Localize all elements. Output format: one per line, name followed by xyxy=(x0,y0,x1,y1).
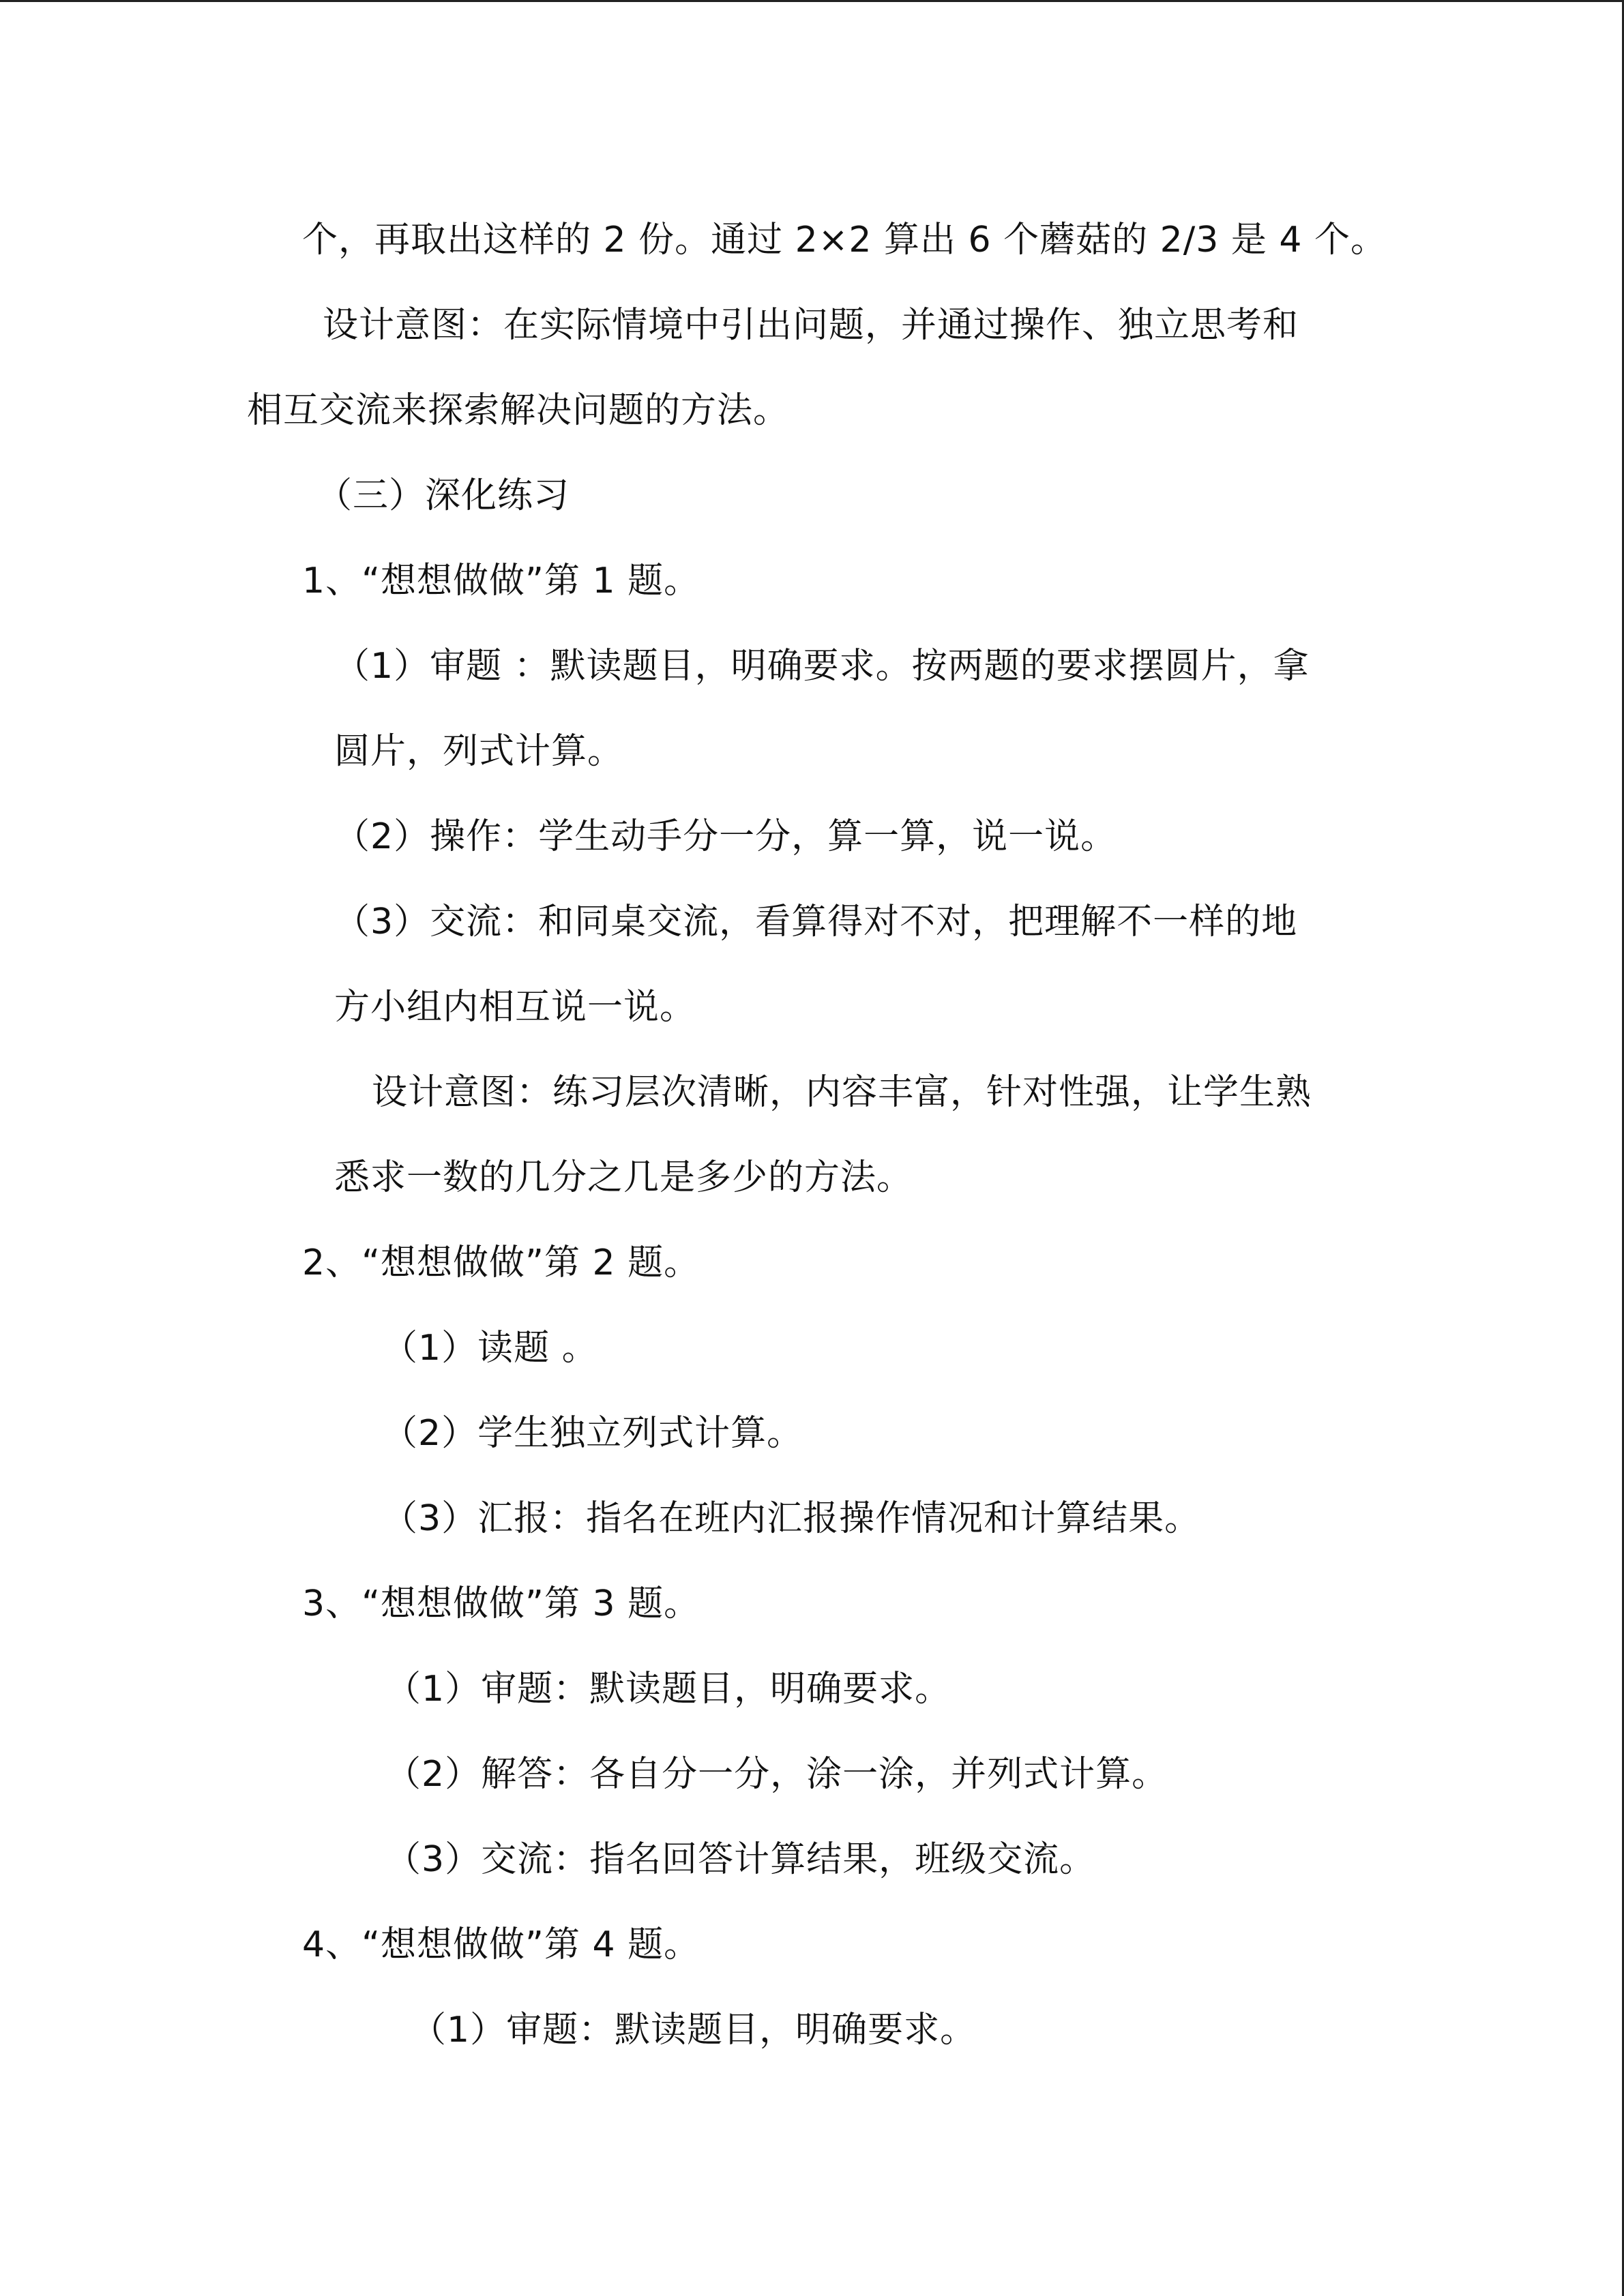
text-line: 悉求一数的几分之几是多少的方法。 xyxy=(334,1157,913,1198)
text-line: 圆片，列式计算。 xyxy=(334,731,624,772)
text-line: 3、“想想做做”第 3 题。 xyxy=(302,1583,700,1624)
page-top-border xyxy=(0,0,1624,2)
text-line: （1）读题 。 xyxy=(382,1328,598,1369)
text-line: 设计意图：在实际情境中引出问题，并通过操作、独立思考和 xyxy=(323,305,1299,346)
text-line: （2）解答：各自分一分，涂一涂，并列式计算。 xyxy=(385,1754,1168,1795)
text-line: 方小组内相互说一说。 xyxy=(334,987,696,1028)
text-line: （3）汇报：指名在班内汇报操作情况和计算结果。 xyxy=(382,1498,1201,1539)
text-line: （3）交流：指名回答计算结果，班级交流。 xyxy=(385,1839,1096,1880)
text-line: 设计意图：练习层次清晰，内容丰富，针对性强，让学生熟 xyxy=(372,1072,1312,1113)
section-heading: （三）深化练习 xyxy=(316,475,570,516)
text-line: （1）审题：默读题目，明确要求。 xyxy=(411,2010,977,2051)
text-line: 1、“想想做做”第 1 题。 xyxy=(302,561,700,601)
text-line: （3）交流：和同桌交流，看算得对不对，把理解不一样的地 xyxy=(334,901,1298,942)
text-line: 4、“想想做做”第 4 题。 xyxy=(302,1924,700,1965)
text-line: （2）学生独立列式计算。 xyxy=(382,1413,803,1454)
text-line: （1）审题 ：默读题目，明确要求。按两题的要求摆圆片，拿 xyxy=(334,646,1310,687)
text-line: （1）审题：默读题目，明确要求。 xyxy=(385,1669,951,1710)
text-line: 相互交流来探索解决问题的方法。 xyxy=(247,390,790,431)
text-line: 2、“想想做做”第 2 题。 xyxy=(302,1242,700,1283)
text-line: （2）操作：学生动手分一分，算一算，说一说。 xyxy=(334,816,1117,857)
text-line: 个，再取出这样的 2 份。通过 2×2 算出 6 个蘑菇的 2/3 是 4 个。 xyxy=(302,220,1387,260)
